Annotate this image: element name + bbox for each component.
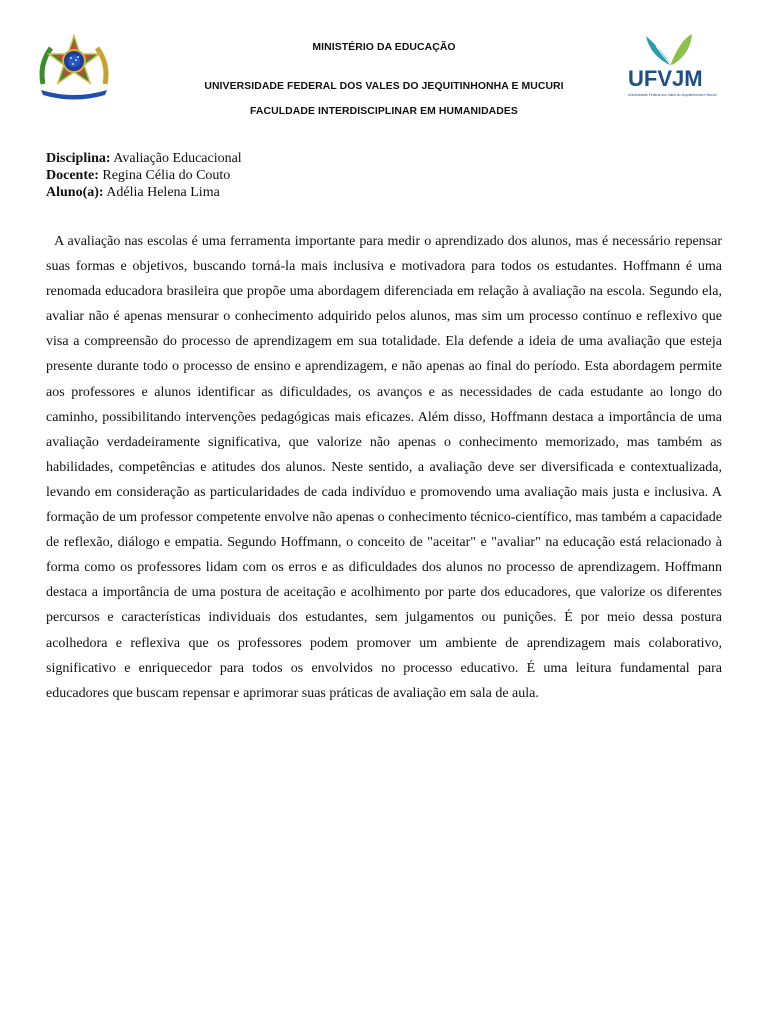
ministry-heading: MINISTÉRIO DA EDUCAÇÃO (312, 42, 456, 53)
ufvjm-acronym: UFVJM (628, 66, 703, 91)
course-info (46, 150, 242, 201)
discipline-label: Disciplina: (46, 151, 111, 166)
student-label: Aluno(a): (46, 185, 104, 200)
teacher-value: Regina Célia do Couto (98, 168, 231, 183)
discipline-row (46, 150, 242, 167)
faculty-heading: FACULDADE INTERDISCIPLINAR EM HUMANIDADES (250, 106, 518, 117)
ufvjm-leaf-icon (646, 34, 692, 66)
discipline-value: Avaliação Educacional (110, 151, 242, 166)
student-value: Adélia Helena Lima (103, 185, 220, 200)
ufvjm-logo (626, 30, 726, 102)
teacher-label: Docente: (46, 168, 99, 183)
student-row (46, 184, 242, 201)
university-heading: UNIVERSIDADE FEDERAL DOS VALES DO JEQUITINHONHA E MUCURI (204, 81, 564, 92)
teacher-row (46, 167, 242, 184)
document-header (0, 0, 768, 140)
body-paragraph: A avaliação nas escolas é uma ferramenta importante para medir o aprendizado dos alunos, mas é necessário repensar suas formas e objetivos, buscando torná-la mais inclusiva e motivadora para todos os estudantes. Hoffmann é uma renomada educadora brasileira que propõe uma abordagem diferenciada em relação à avaliação na escola. Segundo ela, avaliar não é apenas mensurar o conhecimento adquirido pelos alunos, mas sim um processo contínuo e reflexivo que visa a compreensão do processo de aprendizagem em sua totalidade. Ela defende a ideia de uma avaliação que esteja presente durante todo o processo de ensino e aprendizagem, e não apenas ao final do período. Esta abordagem permite aos professores e alunos identificar as dificuldades, os avanços e as necessidades de cada estudante ao longo do caminho, possibilitando intervenções pedagógicas mais eficazes. Além disso, Hoffmann destaca a importância de uma avaliação verdadeiramente significativa, que valorize não apenas o conhecimento memorizado, mas também as habilidades, competências e atitudes dos alunos. Neste sentido, a avaliação deve ser diversificada e contextualizada, levando em consideração as particularidades de cada indivíduo e promovendo uma avaliação mais justa e inclusiva. A formação de um professor competente envolve não apenas o conhecimento técnico-científico, mas também a capacidade de reflexão, diálogo e empatia. Segundo Hoffmann, o conceito de "aceitar" e "avaliar" na educação está relacionado à forma como os professores lidam com os erros e as dificuldades dos alunos no processo de aprendizagem. Hoffmann destaca a importância de uma postura de aceitação e acolhimento por parte dos educadores, que valorize os diferentes percursos e características individuais dos estudantes, sem julgamentos ou punições. É por meio dessa postura acolhedora e reflexiva que os professores podem promover um ambiente de aprendizagem mais colaborativo, significativo e enriquecedor para todos os envolvidos no processo educativo. É uma leitura fundamental para educadores que buscam repensar e aprimorar suas práticas de avaliação em sala de aula. (46, 234, 726, 701)
ufvjm-tagline: Universidade Federal dos Vales do Jequitinhonha e Mucuri (628, 93, 717, 97)
